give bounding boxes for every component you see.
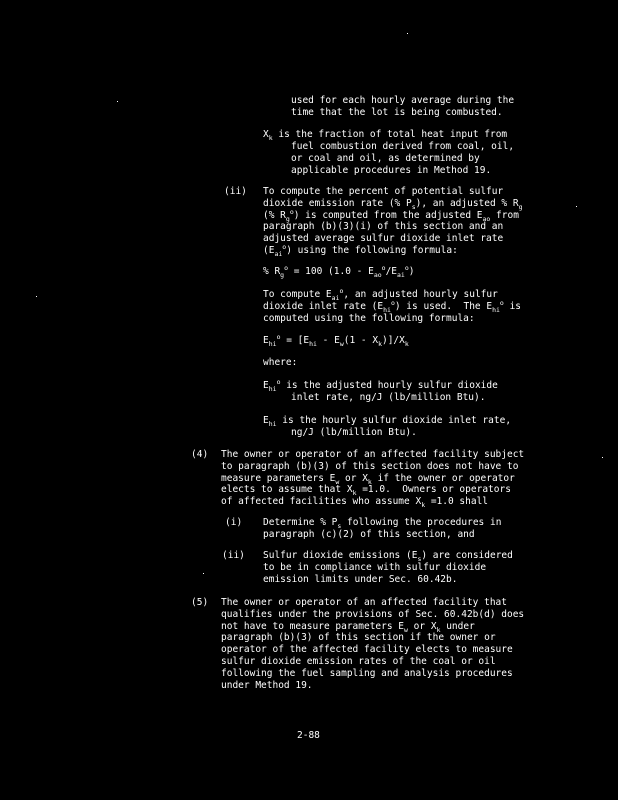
scan-speck [407,33,408,34]
item-label-4-ii: (ii) [222,550,245,561]
where-label: where: [263,357,298,368]
xk-definition-cont: fuel combustion derived from coal, oil, or coal and oil, as determined by applicable procedures in Method 19. [291,141,515,176]
scan-speck [117,101,118,102]
item-4-ii-text: Sulfur dioxide emissions $(E_s)$ are considered to be in compliance with sulfur dioxide emission limits under Sec. 60.42b. [263,550,513,585]
ehio-definition: $E_{hi}^o$ is the adjusted hourly sulfur dioxide [263,377,498,393]
item-label-4-i: (i) [225,517,243,528]
formula-ehi: $E_{hi}^o = [E_{hi} - E_w(1 - X_k)]/X_k$ [263,332,409,348]
scan-speck [203,573,204,574]
ehi-definition-cont: ng/J (lb/million Btu). [291,427,417,438]
item-label-4: (4) [191,449,209,460]
item-4-text: The owner or operator of an affected facility subject to paragraph (b)(3) of this section does not have to measure parameters $E_w$ or $X_k$ if the owner or operator elects to assume that $X_k =1.0$. Owners or operators of affected facilities who assume $X_k =1.0$ shall [221,449,525,510]
continuation-text: used for each hourly average during the time that the lot is being combusted. [291,95,515,118]
scan-speck [602,457,603,458]
item-4-i-text: Determine % $P_s$ following the procedures in paragraph (c)(2) of this section, and [263,517,502,540]
item-label-5: (5) [191,597,209,608]
item-5-text: The owner or operator of an affected facility that qualifies under the provisions of Sec. 60.42b(d) does not have to measure parameters $E_w$ or $X_k$ under paragraph (b)(3) of this section if the owner or operator of the affected facility elects to measure sulfur dioxide emission rates of the coal or oil following the fuel sampling and analysis procedures under Method 19. [221,597,525,691]
compute-paragraph: To compute $E_{ai}^o$, an adjusted hourly sulfur dioxide inlet rate $(E_{hi}^o)$ is used. The $E_{hi}^o$ is computed using the following formula: [263,286,522,324]
ehi-definition: $E_{hi}$ is the hourly sulfur dioxide inlet rate, [263,415,512,428]
ehio-definition-cont: inlet rate, ng/J (lb/million Btu). [291,392,486,403]
scan-speck [576,206,577,207]
formula-rg: % $R_g^o = 100$ $(1.0 - E_{ao}^o/E_{ai}^o)$ [263,263,415,279]
page-number: 2-88 [297,730,320,741]
xk-definition: $X_k$ is the fraction of total heat input from [263,129,508,142]
scan-speck [36,296,37,297]
item-label-ii: (ii) [224,186,247,197]
item-ii-text: To compute the percent of potential sulfur dioxide emission rate (% $P_s$), an adjusted % $R_g$ (% $R_g^o$) is computed from the adjusted $E_{ao}$ from paragraph (b)(3)(i) of this section and an adjusted average sulfur dioxide inlet rate $(E_{ai}^o)$ using the following formula: [263,186,523,258]
